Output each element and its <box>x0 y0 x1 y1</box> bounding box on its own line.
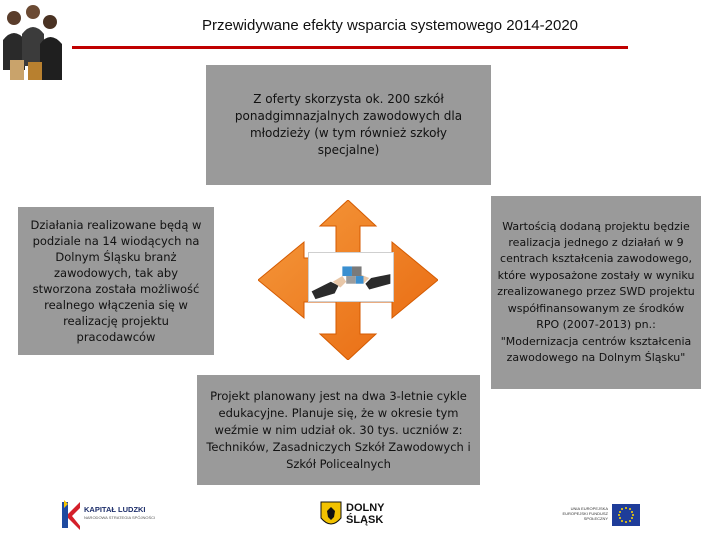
kapital-ludzki-emblem-icon <box>60 498 82 532</box>
handshake-puzzle-image <box>308 252 394 302</box>
info-box-added-value-text: Wartością dodaną projektu będzie realizacja jednego z działań w 9 centrach kształcenia zawodowego, które wyposażone zostały w wyniku zrealizowanego przez SWD projektu współfinansowanym ze środków RPO (2007-2013) pn.: "Modernizacja centrów kształcenia zawodowego na Dolnym Śląsku" <box>497 219 695 364</box>
slide-title: Przewidywane efekty wsparcia systemowego 2014-2020 <box>201 17 579 34</box>
info-box-industries <box>18 207 214 355</box>
people-photo <box>0 0 70 84</box>
kapital-ludzki-subtitle: NARODOWA STRATEGIA SPÓJNOŚCI <box>84 515 156 520</box>
info-box-project-cycles <box>197 375 480 485</box>
kapital-ludzki-logo <box>60 498 160 534</box>
info-box-added-value <box>491 196 701 389</box>
info-box-schools-text: Z oferty skorzysta ok. 200 szkół ponadgimnazjalnych zawodowych dla młodzieży (w tym również szkoły specjalne) <box>234 92 463 157</box>
info-box-project-cycles-text: Projekt planowany jest na dwa 3-letnie cykle edukacyjne. Planuje się, że w okresie tym weźmie w nim udział ok. 30 tys. uczniów z: Techników, Zasadniczych Szkół Zawodowych i Szkół Policealnych <box>206 388 471 471</box>
dolny-slask-logo <box>320 500 404 534</box>
eu-label: UNIA EUROPEJSKA EUROPEJSKI FUNDUSZ SPOŁECZNY <box>562 506 608 521</box>
info-box-industries-text: Działania realizowane będą w podziale na 14 wiodących na Dolnym Śląsku branż zawodowych, tak aby stworzona została możliwość realnego włączenia się w realizację projektu pracodawców <box>30 218 202 344</box>
eu-flag-icon <box>612 504 640 526</box>
title-divider <box>72 46 628 49</box>
info-box-schools <box>206 65 491 185</box>
dolny-slask-label: DOLNY ŚLĄSK <box>346 502 385 526</box>
kapital-ludzki-label: KAPITAŁ LUDZKI <box>84 505 146 514</box>
eagle-crest-icon <box>320 500 342 530</box>
eu-logo <box>560 502 642 530</box>
